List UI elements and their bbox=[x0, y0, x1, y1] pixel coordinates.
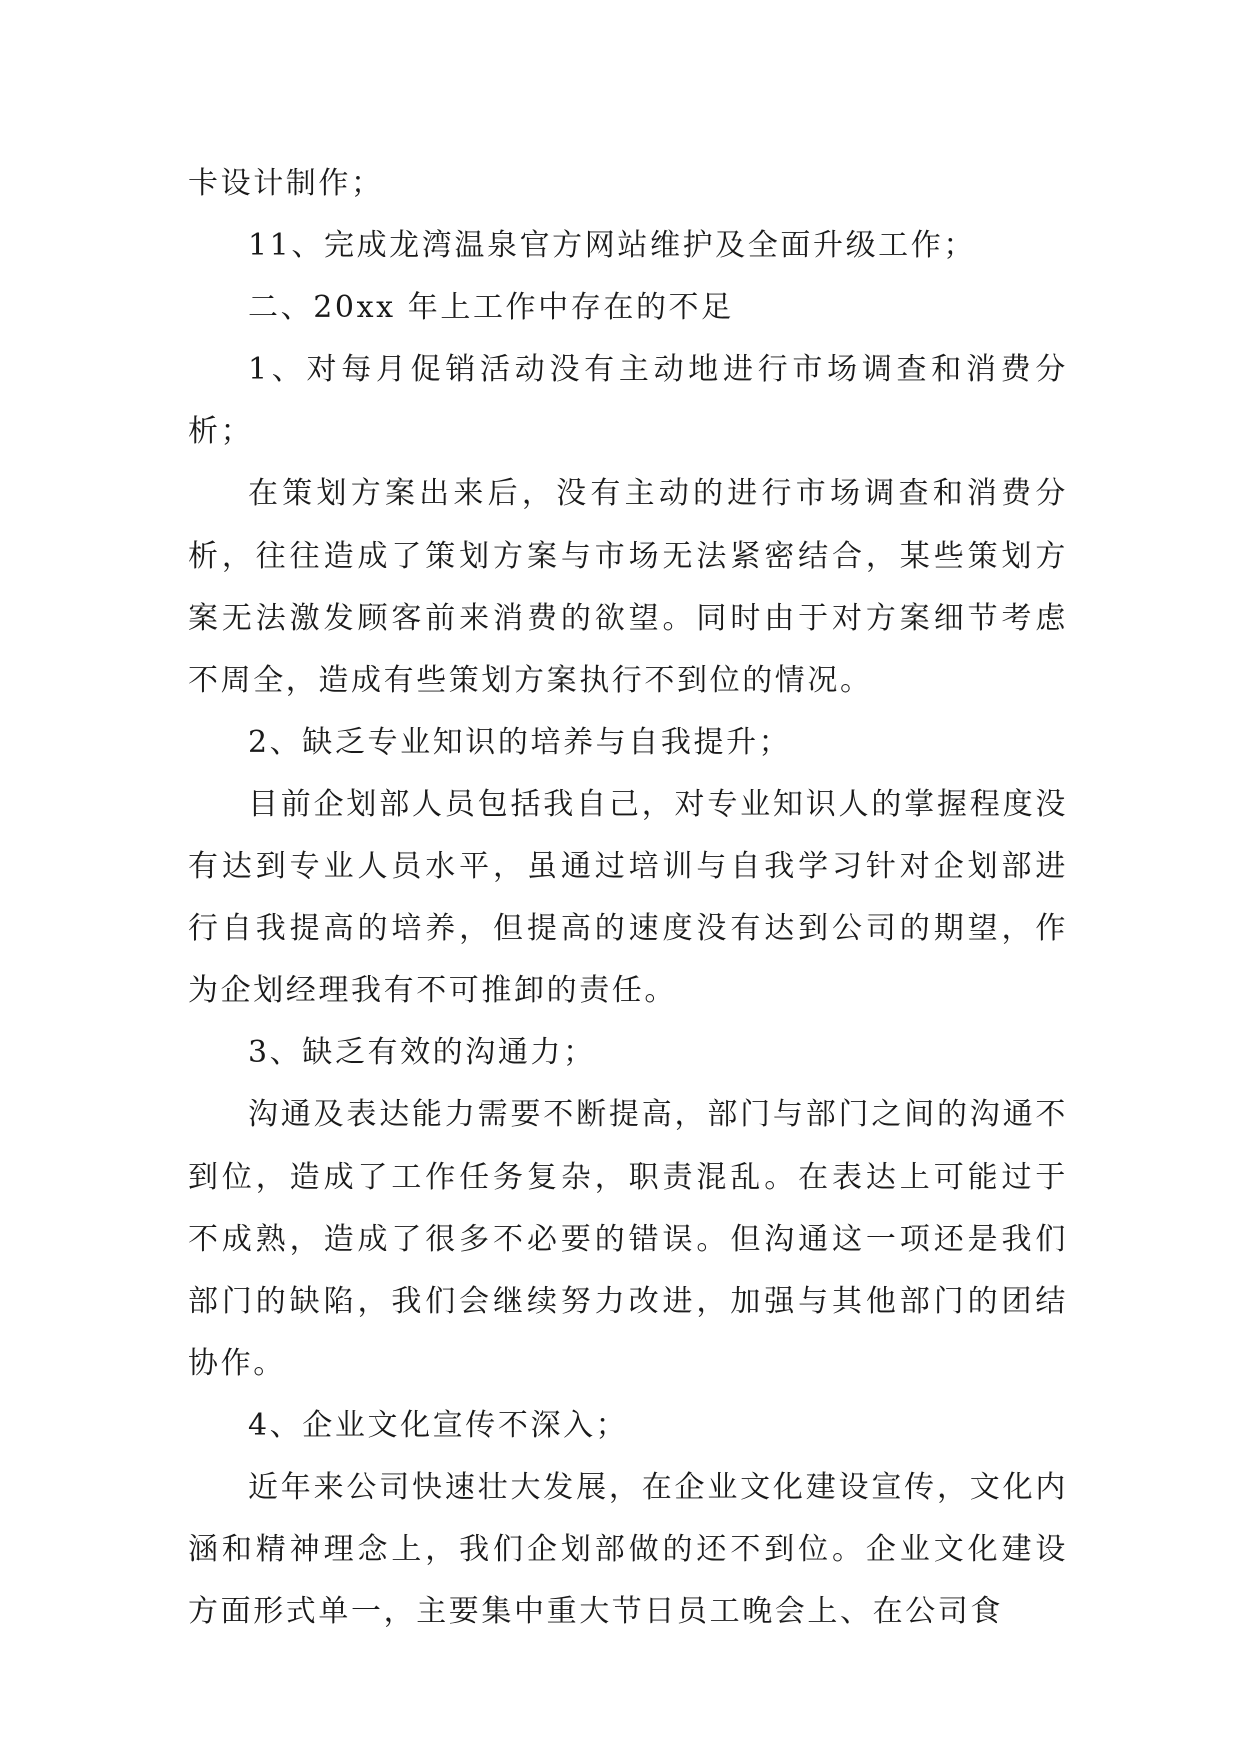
section-heading-shortcomings: 二、20xx 年上工作中存在的不足 bbox=[248, 290, 734, 326]
subheading-4: 4、企业文化宣传不深入； bbox=[248, 1407, 629, 1443]
paragraph-3-body: 沟通及表达能力需要不断提高，部门与部门之间的沟通不到位，造成了工作任务复杂，职责混乱。在表达上可能过于不成熟，造成了很多不必要的错误。但沟通这一项还是我们部门的缺陷，我们会继续努力改进，加强与其他部门的团结协作。 bbox=[188, 1097, 1068, 1381]
subheading-1: 1、对每月促销活动没有主动地进行市场调查和消费分析； bbox=[188, 352, 1068, 450]
document-body bbox=[188, 153, 1068, 1643]
paragraph-2-body: 目前企划部人员包括我自己，对专业知识人的掌握程度没有达到专业人员水平，虽通过培训与自我学习针对企划部进行自我提高的培养，但提高的速度没有达到公司的期望，作为企划经理我有不可推卸的责任。 bbox=[188, 786, 1068, 1009]
subheading-3: 3、缺乏有效的沟通力； bbox=[248, 1035, 596, 1071]
paragraph-4-body: 近年来公司快速壮大发展，在企业文化建设宣传，文化内涵和精神理念上，我们企划部做的还不到位。企业文化建设方面形式单一，主要集中重大节日员工晚会上、在公司食 bbox=[188, 1469, 1068, 1630]
list-item-11: 11、完成龙湾温泉官方网站维护及全面升级工作； bbox=[248, 228, 976, 264]
paragraph-continuation: 卡设计制作； bbox=[188, 166, 384, 201]
paragraph-1-body: 在策划方案出来后，没有主动的进行市场调查和消费分析，往往造成了策划方案与市场无法紧密结合，某些策划方案无法激发顾客前来消费的欲望。同时由于对方案细节考虑不周全，造成有些策划方案执行不到位的情况。 bbox=[188, 476, 1068, 698]
subheading-2: 2、缺乏专业知识的培养与自我提升； bbox=[248, 724, 792, 760]
